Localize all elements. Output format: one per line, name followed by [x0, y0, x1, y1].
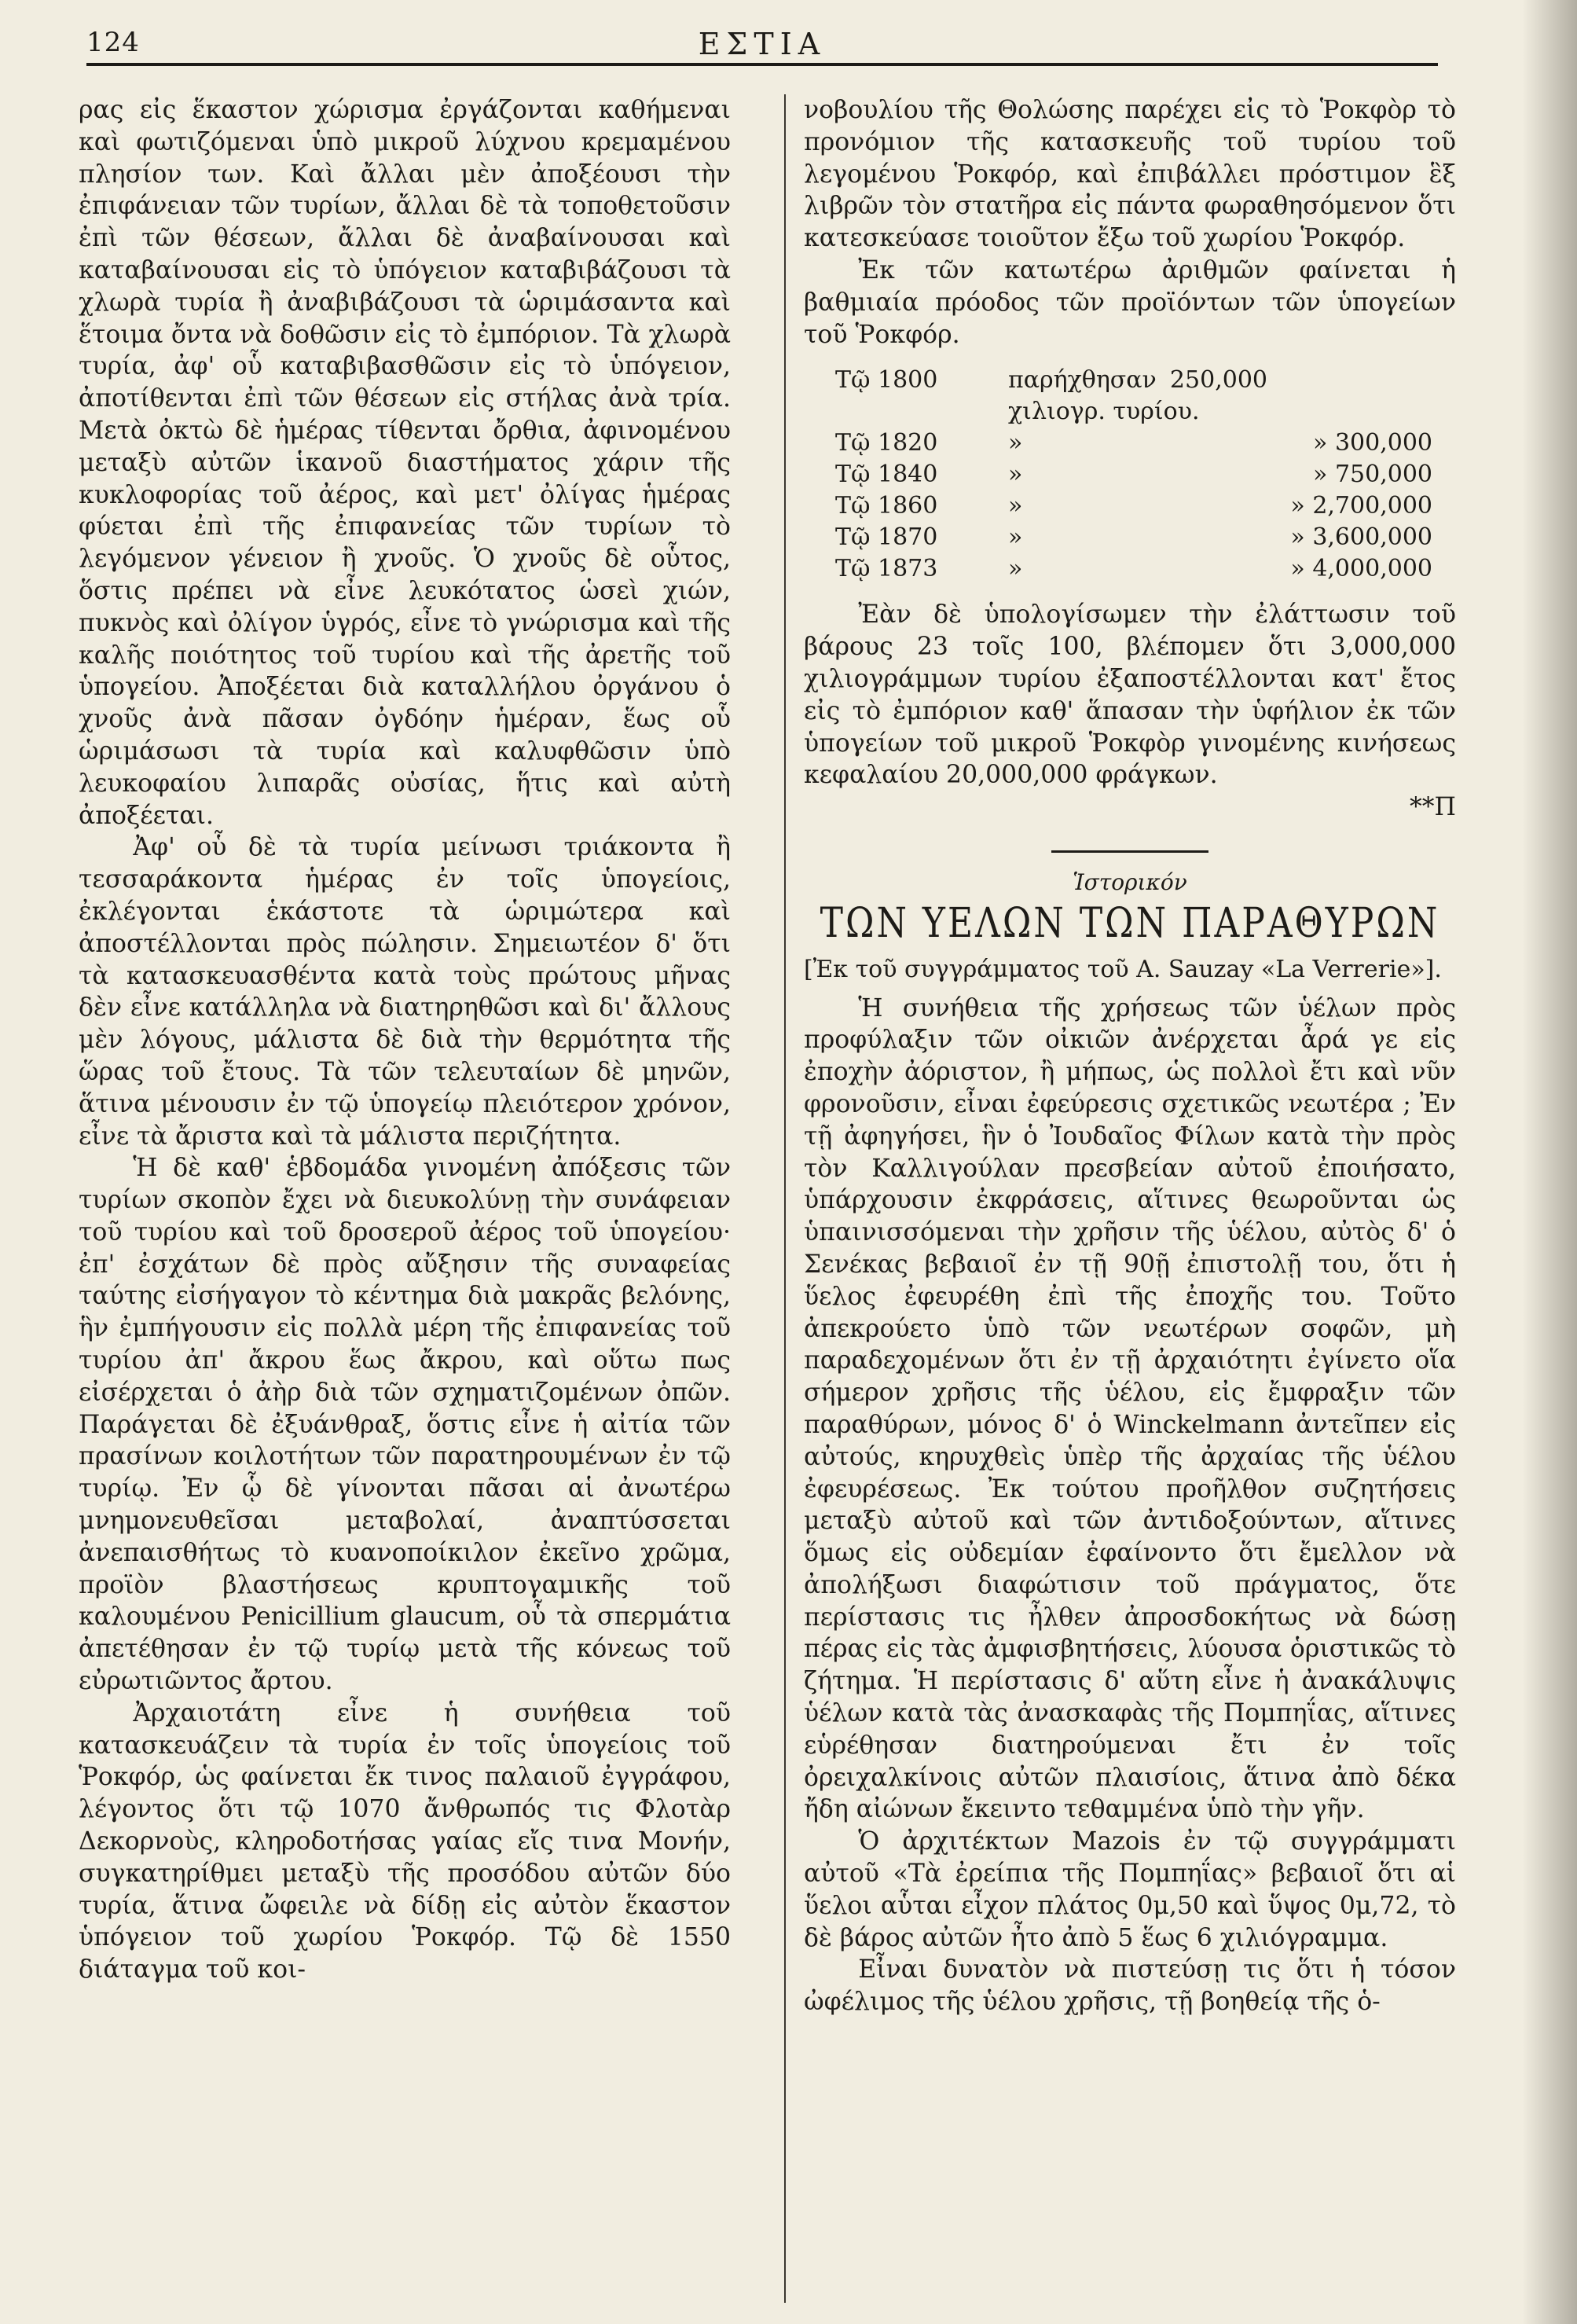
page-number: 124	[86, 27, 140, 58]
section-kicker: Ἱστορικόν	[1073, 868, 1187, 895]
table-row	[835, 365, 1456, 428]
left-column	[79, 94, 731, 1986]
table-row	[835, 459, 1456, 490]
left-paragraph-2: Ἀφ' οὗ δὲ τὰ τυρία μείνωσι τριάκοντα ἢ τεσσαράκοντα ἡμέρας ἐν τοῖς ὑπογείοις, ἐκλέγονται ἑκάστοτε τὰ ὡριμώτερα καὶ ἀποστέλλονται πρὸς πώλησιν. Σημειωτέον δ' ὅτι τὰ κατασκευασθέντα κατὰ τοὺς πρώτους μῆνας δὲν εἶνε κατάλληλα νὰ διατηρηθῶσι καὶ δι' ἄλλους μὲν λόγους, μάλιστα δὲ διὰ τὴν θερμότητα τῆς ὥρας τοῦ ἔτους. Τὰ τῶν τελευταίων δὲ μηνῶν, ἅτινα μένουσιν ἐν τῷ ὑπογείῳ πλειότερον χρόνον, εἶνε τὰ ἄριστα καὶ τὰ μάλιστα περιζήτητα.	[79, 833, 731, 1151]
right-paragraph-3: Εἶναι δυνατὸν νὰ πιστεύσῃ τις ὅτι ἡ τόσον ὠφέλιμος τῆς ὑέλου χρῆσις, τῇ βοηθείᾳ τῆς ὁ-	[804, 1955, 1456, 2017]
table-row	[835, 522, 1456, 553]
row-year: Τῷ 1820	[835, 429, 938, 457]
right-paragraph-1: Ἡ συνήθεια τῆς χρήσεως τῶν ὑέλων πρὸς προφύλαξιν τῶν οἰκιῶν ἀνέρχεται ἆρά γε εἰς ἐποχὴν ἀόριστον, ἢ μήπως, ὡς πολλοὶ ἔτι καὶ νῦν φρονοῦσιν, εἶναι ἐφεύρεσις σχετικῶς νεωτέρα ; Ἐν τῇ ἀφηγήσει, ἣν ὁ Ἰουδαῖος Φίλων κατὰ τὴν πρὸς τὸν Καλλιγούλαν πρεσβείαν αὐτοῦ ἐποιήσατο, ὑπάρχουσιν ἐκφράσεις, αἵτινες θεωροῦνται ὡς ὑπαινισσόμεναι τὴν χρῆσιν τῆς ὑέλου, αὐτὸς δ' ὁ Σενέκας βεβαιοῖ ἐν τῇ 90ῇ ἐπιστολῇ του, ὅτι ἡ ὕελος ἐφευρέθη ἐπὶ τῆς ἐποχῆς του. Τοῦτο ἀπεκρούετο ὑπὸ τῶν νεωτέρων σοφῶν, μὴ παραδεχομένων ὅτι ἐν τῇ ἀρχαιότητι ἐγίνετο οἵα σήμερον χρῆσις τῆς ὑέλου, εἰς ἔμφραξιν τῶν παραθύρων, μόνος δ' ὁ Winckelmann ἀντεῖπεν εἰς αὐτούς, κηρυχθεὶς ὑπὲρ τῆς ἀρχαίας τῆς ὑέλου ἐφευρέσεως. Ἐκ τούτου προῆλθον συζητήσεις μεταξὺ αὐτοῦ καὶ τῶν ἀντιδοξούντων, αἵτινες ὅμως εἰς οὐδεμίαν ἐφαίνοντο ὅτι ἔμελλον νὰ ἀπολήξωσι διαφώτισιν τοῦ πράγματος, ὅτε περίστασις τις ἦλθεν ἀπροσδοκήτως νὰ δώσῃ πέρας εἰς τὰς ἀμφισβητήσεις, λύουσα ὁριστικῶς τὸ ζήτημα. Ἡ περίστασις δ' αὕτη εἶνε ἡ ἀνακάλυψις ὑέλων κατὰ τὰς ἀνασκαφὰς τῆς Πομπηΐας, αἵτινες εὑρέθησαν διατηρούμεναι ἔτι ἐν τοῖς ὀρειχαλκίνοις αὐτῶν πλαισίοις, ἅτινα ἀπὸ δέκα ἤδη αἰώνων ἔκειντο τεθαμμένα ὑπὸ τὴν γῆν.	[804, 993, 1456, 1824]
right-paragraph-intro: νοβουλίου τῆς Θολώσης παρέχει εἰς τὸ Ῥοκφὸρ τὸ προνόμιον τῆς κατασκευῆς τοῦ τυρίου τοῦ λεγομένου Ῥοκφόρ, καὶ ἐπιβάλλει πρόστιμον ἓξ λιβρῶν τὸν στατῆρα εἰς πάντα φωραθησόμενον ὅτι κατεσκεύασε τοιοῦτον ἔξω τοῦ χωρίου Ῥοκφόρ.	[804, 96, 1456, 253]
row-year: Τῷ 1873	[835, 555, 938, 583]
row-label: »	[1008, 555, 1023, 583]
row-year: Τῷ 1860	[835, 492, 938, 520]
author-signature: **Π	[1410, 793, 1456, 822]
row-value: » 4,000,000	[1290, 555, 1432, 583]
left-paragraph-1: ρας εἰς ἕκαστον χώρισμα ἐργάζονται καθήμεναι καὶ φωτιζόμεναι ὑπὸ μικροῦ λύχνου κρεμαμένου πλησίον των. Καὶ ἄλλαι μὲν ἀποξέουσι τὴν ἐπιφάνειαν τῶν τυρίων, ἄλλαι δὲ τὰ τοποθετοῦσιν ἐπὶ τῶν θέσεων, ἄλλαι δὲ ἀναβαίνουσαι καὶ καταβαίνουσαι εἰς τὸ ὑπόγειον καταβιβάζουσι τὰ χλωρὰ τυρία ἢ ἀναβιβάζουσι τὰ ὡριμάσαντα καὶ ἕτοιμα ὄντα νὰ δοθῶσιν εἰς τὸ ἐμπόριον. Τὰ χλωρὰ τυρία, ἀφ' οὗ καταβιβασθῶσιν εἰς τὸ ὑπόγειον, ἀποτίθενται ἐπὶ τῶν θέσεων εἰς στήλας ἀνὰ τρία. Μετὰ ὀκτὼ δὲ ἡμέρας τίθενται ὄρθια, ἀφινομένου μεταξὺ αὐτῶν ἱκανοῦ διαστήματος χάριν τῆς κυκλοφορίας τοῦ ἀέρος, καὶ μετ' ὀλίγας ἡμέρας φύεται ἐπὶ τῆς ἐπιφανείας τῶν τυρίων τὸ λεγόμενον γένειον ἢ χνοῦς. Ὁ χνοῦς δὲ οὗτος, ὅστις πρέπει νὰ εἶνε λευκότατος ὡσεὶ χιών, πυκνὸς καὶ ὀλίγον ὑγρός, εἶνε τὸ γνώρισμα καὶ τῆς καλῆς ποιότητος τοῦ τυρίου καὶ τῆς ἀρετῆς τοῦ ὑπογείου. Ἀποξέεται διὰ καταλλήλου ὀργάνου ὁ χνοῦς ἀνὰ πᾶσαν ὀγδόην ἡμέραν, ἕως οὗ ὡριμάσωσι τὰ τυρία καὶ καλυφθῶσιν ὑπὸ λευκοφαίου λιπαρᾶς οὐσίας, ἥτις καὶ αὐτὴ ἀποξέεται.	[79, 96, 731, 830]
row-year: Τῷ 1840	[835, 461, 938, 489]
column-divider	[784, 94, 786, 2303]
right-paragraph-2: Ὁ ἀρχιτέκτων Mazois ἐν τῷ συγγράμματι αὐτοῦ «Τὰ ἐρείπια τῆς Πομπηΐας» βεβαιοῖ ὅτι αἱ ὕελοι αὗται εἶχον πλάτος 0μ,50 καὶ ὕψος 0μ,72, τὸ δὲ βάρος αὐτῶν ἦτο ἀπὸ 5 ἕως 6 χιλιόγραμμα.	[804, 1827, 1456, 1952]
table-row	[835, 428, 1456, 459]
article-separator	[1051, 850, 1208, 853]
page-edge-shadow	[1522, 0, 1577, 2324]
row-value: » 750,000	[1313, 461, 1432, 489]
article-title: ΤΩΝ ΥΕΛΩΝ ΤΩΝ ΠΑΡΑΘΥΡΩΝ	[820, 898, 1440, 947]
row-year: Τῷ 1870	[835, 523, 938, 552]
table-row	[835, 553, 1456, 585]
row-value: » 300,000	[1313, 429, 1432, 457]
right-column	[804, 94, 1456, 2018]
header-rule	[86, 63, 1438, 66]
left-paragraph-3: Ἡ δὲ καθ' ἑβδομάδα γινομένη ἀπόξεσις τῶν τυρίων σκοπὸν ἔχει νὰ διευκολύνῃ τὴν συνάφειαν τοῦ τυρίου καὶ τοῦ δροσεροῦ ἀέρος τοῦ ὑπογείου· ἐπ' ἐσχάτων δὲ πρὸς αὔξησιν τῆς συναφείας ταύτης εἰσήγαγον τὸ κέντημα διὰ μακρᾶς βελόνης, ἣν ἐμπήγουσιν εἰς πολλὰ μέρη τῆς ἐπιφανείας τοῦ τυρίου ἀπ' ἄκρου ἕως ἄκρου, καὶ οὕτω πως εἰσέρχεται ὁ ἀὴρ διὰ τῶν σχηματιζομένων ὀπῶν. Παράγεται δὲ ἐξυάνθραξ, ὅστις εἶνε ἡ αἰτία τῶν πρασίνων κοιλοτήτων τῶν παρατηρουμένων ἐν τῷ τυρίῳ. Ἐν ᾧ δὲ γίνονται πᾶσαι αἱ ἀνωτέρω μνημονευθεῖσαι μεταβολαί, ἀναπτύσσεται ἀνεπαισθήτως τὸ κυανοποίκιλον ἐκεῖνο χρῶμα, προϊὸν βλαστήσεως κρυπτογαμικῆς τοῦ καλουμένου Penicillium glaucum, οὗ τὰ σπερμάτια ἀπετέθησαν ἐν τῷ τυρίῳ μετὰ τῆς κόνεως τοῦ εὐρωτιῶντος ἄρτου.	[79, 1154, 731, 1696]
row-label: »	[1008, 492, 1023, 520]
left-paragraph-4: Ἀρχαιοτάτη εἶνε ἡ συνήθεια τοῦ κατασκευάζειν τὰ τυρία ἐν τοῖς ὑπογείοις τοῦ Ῥοκφόρ, ὡς φαίνεται ἔκ τινος παλαιοῦ ἐγγράφου, λέγοντος ὅτι τῷ 1070 ἄνθρωπός τις Φλοτὰρ Δεκορνοὺς, κληροδοτήσας γαίας εἴς τινα Μονήν, συγκατηρίθμει μεταξὺ τῆς προσόδου αὐτῶν δύο τυρία, ἅτινα ὤφειλε νὰ δίδῃ εἰς αὐτὸν ἕκαστον ὑπόγειον τοῦ χωρίου Ῥοκφόρ. Τῷ δὲ 1550 διάταγμα τοῦ κοι-	[79, 1698, 731, 1984]
production-table	[835, 365, 1456, 585]
row-label: »	[1008, 523, 1023, 552]
row-year: Τῷ 1800	[835, 366, 938, 395]
row-label: »	[1008, 461, 1023, 489]
row-value: » 2,700,000	[1290, 492, 1432, 520]
page-header	[86, 24, 1438, 63]
source-citation: [Ἐκ τοῦ συγγράμματος τοῦ A. Sauzay «La Verrerie»].	[804, 955, 1442, 983]
right-paragraph-stats-intro: Ἐκ τῶν κατωτέρω ἀριθμῶν φαίνεται ἡ βαθμιαία πρόοδος τῶν προϊόντων τῶν ὑπογείων τοῦ Ῥοκφόρ.	[804, 255, 1456, 349]
table-row	[835, 490, 1456, 522]
row-label: παρήχθησαν 250,000 χιλιογρ. τυρίου.	[1008, 366, 1267, 426]
running-head: ΕΣΤΙΑ	[698, 27, 827, 61]
row-value	[1267, 365, 1432, 428]
right-paragraph-conclusion: Ἐὰν δὲ ὑπολογίσωμεν τὴν ἐλάττωσιν τοῦ βάρους 23 τοῖς 100, βλέπομεν ὅτι 3,000,000 χιλιογράμμων τυρίου ἐξαποστέλλονται κατ' ἔτος εἰς τὸ ἐμπόριον καθ' ἅπασαν τὴν ὑφήλιον ἐκ τῶν ὑπογείων τοῦ μικροῦ Ῥοκφὸρ γινομένης κινήσεως κεφαλαίου 20,000,000 φράγκων.	[804, 600, 1456, 790]
row-label: »	[1008, 429, 1023, 457]
row-value: » 3,600,000	[1290, 523, 1432, 552]
